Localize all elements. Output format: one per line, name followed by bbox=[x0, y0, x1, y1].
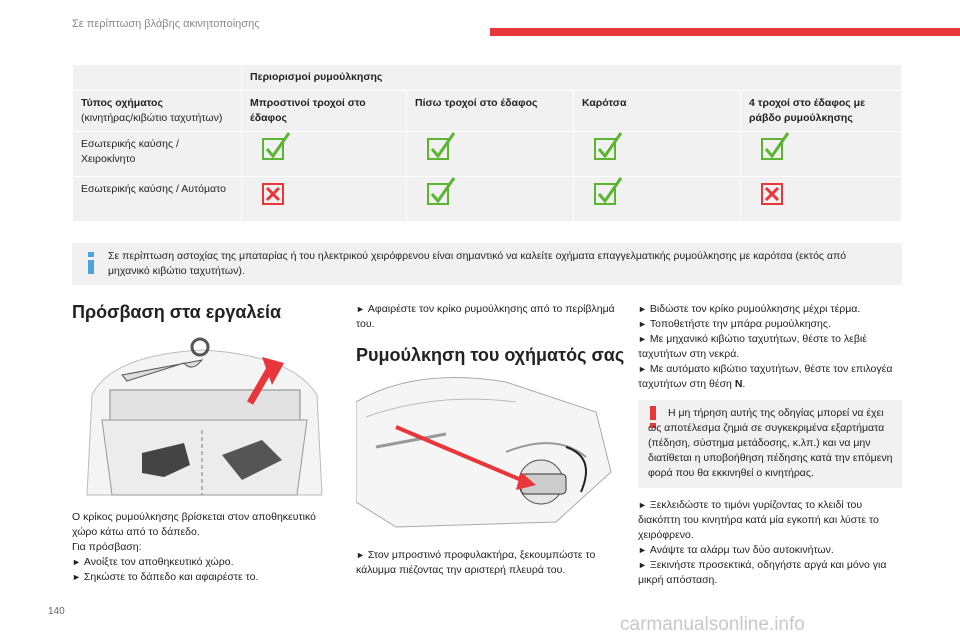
vehicle-type-header bbox=[73, 91, 242, 132]
bumper-illustration bbox=[356, 372, 618, 532]
bullet-icon: ► bbox=[638, 304, 647, 314]
info-text: Σε περίπτωση αστοχίας της μπαταρίας ή του ηλεκτρικού χειρόφρενου είναι σημαντικό να καλείτε οχήματα επαγγελματικής ρυμούλκησης με καρότσα (εκτός από μηχανικό κιβώτιο ταχυτήτων). bbox=[108, 250, 847, 277]
list-item: ► Ξεκλειδώστε το τιμόνι γυρίζοντας το κλειδί του διακόπτη του κινητήρα κατά μία εγκοπή και λύστε το χειρόφρενο. bbox=[638, 499, 879, 541]
bullet-icon: ► bbox=[356, 304, 365, 314]
bullet-icon: ► bbox=[72, 557, 81, 567]
cell-automatic-rear bbox=[407, 177, 574, 222]
list-item: ► Τοποθετήστε την μπάρα ρυμούλκησης. bbox=[638, 318, 831, 330]
bullet-icon: ► bbox=[72, 572, 81, 582]
bullet-icon: ► bbox=[638, 364, 647, 374]
trunk-illustration bbox=[72, 335, 332, 500]
cell-manual-front bbox=[242, 132, 407, 177]
cell-manual-rear bbox=[407, 132, 574, 177]
table-span-header: Περιορισμοί ρυμούλκησης bbox=[242, 65, 902, 91]
list-item: ► Με μηχανικό κιβώτιο ταχυτήτων, θέστε το λεβιέ ταχυτήτων στη νεκρά. bbox=[638, 333, 867, 360]
table-row bbox=[73, 132, 902, 177]
list-item: ► Βιδώστε τον κρίκο ρυμούλκησης μέχρι τέρμα. bbox=[638, 303, 861, 315]
info-icon bbox=[84, 252, 98, 279]
bullet-icon: ► bbox=[638, 319, 647, 329]
cell-manual-towbar bbox=[741, 132, 902, 177]
unclip-cover-step: ► Στον μπροστινό προφυλακτήρα, ξεκουμπώστε το κάλυμμα πιέζοντας την αριστερή πλευρά του. bbox=[356, 549, 596, 576]
list-item: ► Ανάψτε τα αλάρμ των δύο αυτοκινήτων. bbox=[638, 544, 834, 556]
watermark: carmanualsonline.info bbox=[620, 614, 805, 635]
section-title-towing: Ρυμούλκηση του οχήματός σας bbox=[356, 345, 625, 365]
table-row bbox=[73, 177, 902, 222]
section-title-tools: Πρόσβαση στα εργαλεία bbox=[72, 302, 282, 322]
row-label-manual: Εσωτερικής καύσης / Χειροκίνητο bbox=[73, 132, 242, 177]
cross-icon bbox=[262, 182, 288, 208]
bullet-icon: ► bbox=[638, 500, 647, 510]
tools-access-label: Για πρόσβαση: bbox=[72, 541, 142, 553]
warning-text: Η μη τήρηση αυτής της οδηγίας μπορεί να έχει ως αποτέλεσμα ζημιά σε συγκεκριμένα εξαρτήματα (πέδηση, σύστημα μετάδοσης, κ.λπ.) και να μην διατίθεται η υποβοήθηση πέδησης κατά την επόμενη φορά που θα εκκινηθεί ο κινητήρας. bbox=[648, 407, 893, 479]
bullet-icon: ► bbox=[638, 545, 647, 555]
cross-icon bbox=[761, 182, 787, 208]
row-label-automatic: Εσωτερικής καύσης / Αυτόματο bbox=[73, 177, 242, 222]
cell-automatic-front bbox=[242, 177, 407, 222]
header-accent-bar bbox=[490, 28, 960, 36]
column-header-flatbed: Καρότσα bbox=[574, 91, 741, 132]
towing-steps bbox=[638, 302, 902, 392]
vehicle-type-label: Τύπος οχήματος bbox=[81, 97, 163, 109]
table-corner-cell bbox=[73, 65, 242, 91]
remove-ring-step: ► Αφαιρέστε τον κρίκο ρυμούλκησης από το περίβλημά του. bbox=[356, 303, 615, 330]
info-note bbox=[72, 243, 902, 285]
column-header-front-wheels: Μπροστινοί τροχοί στο έδαφος bbox=[242, 91, 407, 132]
column-header-tow-bar: 4 τροχοί στο έδαφος με ράβδο ρυμούλκησης bbox=[741, 91, 902, 132]
tools-location-text: Ο κρίκος ρυμούλκησης βρίσκεται στον αποθηκευτικό χώρο κάτω από το δάπεδο. bbox=[72, 511, 316, 538]
running-header: Σε περίπτωση βλάβης ακινητοποίησης bbox=[72, 18, 260, 30]
bullet-icon: ► bbox=[638, 334, 647, 344]
check-icon bbox=[594, 137, 620, 163]
cell-manual-flatbed bbox=[574, 132, 741, 177]
cell-automatic-flatbed bbox=[574, 177, 741, 222]
list-item: ► Ανοίξτε τον αποθηκευτικό χώρο. bbox=[72, 556, 234, 568]
check-icon bbox=[427, 182, 453, 208]
towing-restrictions-table bbox=[72, 64, 902, 222]
list-item: ► Με αυτόματο κιβώτιο ταχυτήτων, θέστε τον επιλογέα ταχυτήτων στη θέση N. bbox=[638, 363, 893, 390]
check-icon bbox=[594, 182, 620, 208]
vehicle-type-sub: (κινητήρας/κιβώτιο ταχυτήτων) bbox=[81, 112, 223, 124]
warning-note bbox=[638, 400, 902, 488]
gear-position: N bbox=[734, 378, 743, 390]
tools-description bbox=[72, 510, 334, 585]
check-icon bbox=[761, 137, 787, 163]
column-header-rear-wheels: Πίσω τροχοί στο έδαφος bbox=[407, 91, 574, 132]
check-icon bbox=[427, 137, 453, 163]
page-number: 140 bbox=[48, 606, 65, 617]
list-item: ► Ξεκινήστε προσεκτικά, οδηγήστε αργά και μόνο για μικρή απόσταση. bbox=[638, 559, 887, 586]
bullet-icon: ► bbox=[356, 550, 365, 560]
bullet-icon: ► bbox=[638, 560, 647, 570]
check-icon bbox=[262, 137, 288, 163]
cell-automatic-towbar bbox=[741, 177, 902, 222]
list-item: ► Σηκώστε το δάπεδο και αφαιρέστε το. bbox=[72, 571, 259, 583]
towing-steps-after bbox=[638, 498, 902, 588]
